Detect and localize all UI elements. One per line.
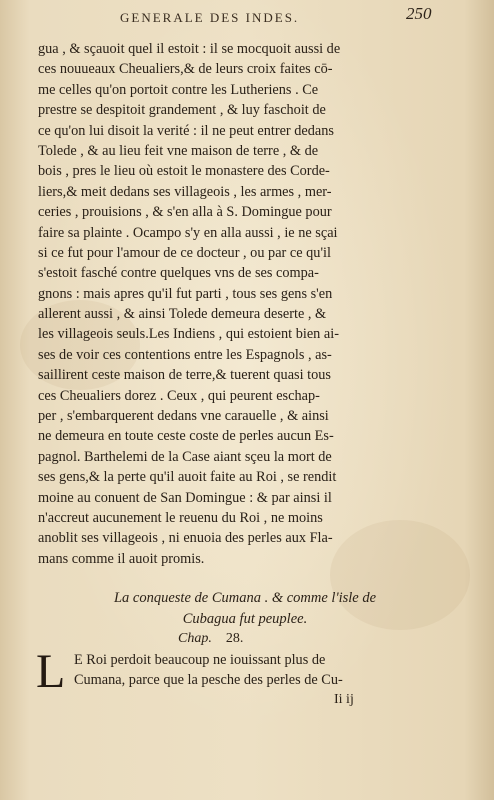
text-line: ces Cheualiers dorez . Ceux , qui peurent eschap- xyxy=(38,387,320,404)
chapter-heading xyxy=(60,588,430,630)
chapter-num: 28. xyxy=(225,631,244,646)
text-line: les villageois seuls.Les Indiens , qui estoient bien ai- xyxy=(38,326,339,343)
text-line: faire sa plainte . Ocampo s'y en alla aussi , ie ne sçai xyxy=(38,224,338,241)
text-line: ne demeura en toute ceste coste de perles aucun Es- xyxy=(38,428,334,445)
text-line: saillirent ceste maison de terre,& tuerent quasi tous xyxy=(38,367,331,384)
signature-mark: Ii ij xyxy=(334,692,354,707)
text-line: mans comme il auoit promis. xyxy=(38,550,205,567)
running-head xyxy=(0,4,494,34)
text-line: si ce fut pour l'amour de ce docteur , ou par ce qu'il xyxy=(38,244,331,261)
text-line: prestre se despitoit grandement , & luy faschoit de xyxy=(38,102,326,119)
heading-line: La conqueste de Cumana . & comme l'isle de xyxy=(113,590,377,606)
text-line: liers,& meit dedans ses villageois , les armes , mer- xyxy=(38,183,332,200)
chapter-paragraph xyxy=(74,650,444,691)
text-line: moine au conuent de San Domingue : & par ainsi il xyxy=(38,489,332,506)
text-line: ses gens,& la perte qu'il auoit faite au Roi , se rendit xyxy=(38,469,337,486)
text-line: ces nouueaux Cheualiers,& de leurs croix faites cō- xyxy=(38,61,333,78)
text-line: s'estoit fasché contre quelques vns de ses compa- xyxy=(38,265,319,282)
chapter-label: Chap. xyxy=(178,631,212,646)
page-number: 250 xyxy=(406,4,432,23)
running-title: GENERALE DES INDES. xyxy=(120,10,300,25)
text-line: gnons : mais apres qu'il fut parti , tous ses gens s'en xyxy=(38,285,333,302)
text-line: gua , & sçauoit quel il estoit : il se mocquoit aussi de xyxy=(38,41,341,57)
text-line: Tolede , & au lieu feit vne maison de terre , & de xyxy=(38,142,319,159)
text-line: per , s'embarquerent dedans vne carauelle , & ainsi xyxy=(38,408,329,425)
text-line: ce qu'on lui disoit la verité : il ne peut entrer dedans xyxy=(38,122,334,139)
text-line: bois , pres le lieu où estoit le monastere des Corde- xyxy=(38,163,330,180)
drop-cap: L xyxy=(36,645,66,698)
text-line: E Roi perdoit beaucoup ne iouissant plus de xyxy=(74,652,326,668)
text-line: allerent aussi , & ainsi Tolede demeura deserte , & xyxy=(38,306,327,323)
text-line: pagnol. Barthelemi de la Case aiant sçeu la mort de xyxy=(38,448,332,465)
text-line: me celles qu'on portoit contre les Lutheriens . Ce xyxy=(38,81,319,98)
heading-line: Cubagua fut peuplee. xyxy=(182,611,308,627)
text-line: anoblit ses villageois , ni enuoia des perles aux Fla- xyxy=(38,530,333,547)
text-line: n'accreut aucunement le reuenu du Roi , ne moins xyxy=(38,509,323,526)
text-line: ses de voir ces contentions entre les Espagnols , as- xyxy=(38,346,332,363)
text-line: ceries , prouisions , & s'en alla à S. Domingue pour xyxy=(38,204,332,221)
text-line: Cumana, parce que la pesche des perles de Cu- xyxy=(74,672,343,689)
chapter-number xyxy=(178,631,243,647)
paragraph xyxy=(38,39,438,569)
